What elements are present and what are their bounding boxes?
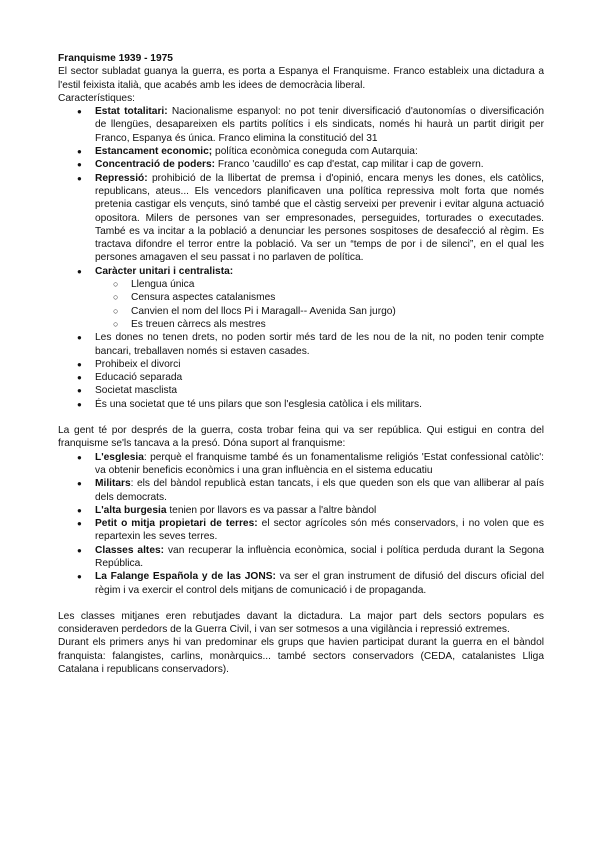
feature-item bbox=[58, 158, 544, 171]
supporter-item bbox=[58, 544, 544, 571]
feature-term: Repressió: bbox=[95, 172, 148, 184]
supporters-list bbox=[58, 451, 544, 597]
sublist-item: ○ Es treuen càrrecs als mestres bbox=[58, 318, 544, 331]
document-content bbox=[58, 52, 544, 676]
supporter-item bbox=[58, 504, 544, 517]
spacer bbox=[58, 411, 544, 424]
intro-paragraph: El sector subladat guanya la guerra, es porta a Espanya el Franquisme. Franco estableix una dictadura a l'estil feixista italià, que acabés amb les idees de democràcia liberal. bbox=[58, 66, 544, 91]
features-list bbox=[58, 105, 544, 278]
feature-item bbox=[58, 145, 544, 158]
supporter-term: Militars bbox=[95, 478, 131, 490]
list-item: ● Les dones no tenen drets, no poden sortir més tard de les nou de la nit, no poden tenir compte bancari, treballaven només si estaven casades. bbox=[58, 331, 544, 358]
feature-term: Caràcter unitari i centralista: bbox=[95, 265, 234, 277]
list-item: ● Prohibeix el divorci bbox=[58, 358, 544, 371]
sublist-item: ○ Llengua única bbox=[58, 278, 544, 291]
supporter-item bbox=[58, 570, 544, 597]
feature-item bbox=[58, 105, 544, 145]
features-heading: Característiques: bbox=[58, 92, 136, 104]
list-item: ● Educació separada bbox=[58, 371, 544, 384]
centralism-sublist bbox=[58, 278, 544, 331]
sublist-item: ○ Canvien el nom del llocs Pi i Maragall-- Avenida San jurgo) bbox=[58, 305, 544, 318]
closing-paragraph-2: Durant els primers anys hi van predominar els grups que havien participat durant la guerra en el bàndol franquista: falangistes, carlins, monàrquics... també sectors conservadors (CEDA, catalanistes Lliga Catalana i republicans conservadors). bbox=[58, 637, 544, 676]
spacer bbox=[58, 597, 544, 610]
feature-text: Franco 'caudillo' es cap d'estat, cap militar i cap de govern. bbox=[215, 159, 484, 171]
supporter-term: La Falange Española y de las JONS: bbox=[95, 571, 276, 583]
doc-title: Franquisme 1939 - 1975 bbox=[58, 53, 173, 64]
feature-term: Concentració de poders: bbox=[95, 159, 216, 171]
supporter-term: Petit o mitja propietari de terres: bbox=[95, 518, 258, 530]
feature-item bbox=[58, 172, 544, 265]
feature-term: Estat totalitari: bbox=[95, 106, 168, 118]
supporter-item bbox=[58, 517, 544, 544]
sublist-item: ○ Censura aspectes catalanismes bbox=[58, 291, 544, 304]
supporter-term: Classes altes: bbox=[95, 544, 165, 556]
other-features-list bbox=[58, 331, 544, 411]
list-item: ● És una societat que té uns pilars que son l'esglesia catòlica i els militars. bbox=[58, 398, 544, 411]
supporter-term: L'alta burgesia bbox=[95, 504, 167, 516]
supporter-text: : els del bàndol republicà estan tancats, i els que queden son els que van alliberar al país dels democrats. bbox=[95, 478, 544, 503]
closing-paragraph-1: Les classes mitjanes eren rebutjades davant la dictadura. La major part dels sectors populars es consideraven perdedors de la Guerra Civil, i van ser sotmesos a una vigilància i repressió extremes. bbox=[58, 610, 544, 636]
support-intro-paragraph: La gent té por després de la guerra, costa trobar feina qui va ser república. Qui estigui en contra del franquisme se'ls tancava a la presó. Dóna suport al franquisme: bbox=[58, 425, 544, 450]
feature-text: política econòmica coneguda com Autarquia: bbox=[212, 146, 418, 158]
supporter-text: : perquè el franquisme també és un fonamentalisme religiós 'Estat confessional catòlic': va obtenir beneficis econòmics i una gran influència en el sistema educatiu bbox=[95, 451, 544, 476]
supporter-term: L'esglesia bbox=[95, 451, 144, 463]
supporter-text: va ser el gran instrument de difusió del discurs oficial del règim i va exercir el control dels mitjans de comunicació i de propaganda. bbox=[95, 571, 544, 596]
supporter-text: van recuperar la influència econòmica, social i política perduda durant la Segona República. bbox=[95, 544, 544, 569]
supporter-text: el sector agrícoles són més conservadors, i no volen que es repartexin les seves terres. bbox=[95, 518, 544, 543]
supporter-item bbox=[58, 451, 544, 478]
supporter-item bbox=[58, 477, 544, 504]
list-item: ● Societat masclista bbox=[58, 384, 544, 397]
feature-text: Nacionalisme espanyol: no pot tenir diversificació d'autonomías o diversificación de llengües, desapareixen els partits polítics i els sindicats, només hi haurà un partit dirigit per Franco, Espanya és única. Franco elimina la constitució del 31 bbox=[95, 106, 544, 144]
supporter-text: tenien por llavors es va passar a l'altre bàndol bbox=[166, 504, 377, 516]
feature-text: prohibició de la llibertat de premsa i d'opinió, encara menys les dones, els catòlics, republicans, ateus... Els vencedors planificaven una política repressiva molt forta que només pretenia castigar els vençuts, sinó també que el càstig serveixi per prevenir i evitar alguna actuació opositora. Milers de persones van ser empresonades, perseguides, torturades o executades. També es va incitar a la població a denunciar les persones sospitoses de desafecció al règim. Es tractava difondre el terror entre la població. Va ser un “temps de por i de silenci”, en el qual les persones amagaven el seu passat i no parlaven de política. bbox=[95, 172, 544, 264]
feature-term: Estancament economic; bbox=[95, 146, 213, 158]
feature-item bbox=[58, 265, 544, 278]
